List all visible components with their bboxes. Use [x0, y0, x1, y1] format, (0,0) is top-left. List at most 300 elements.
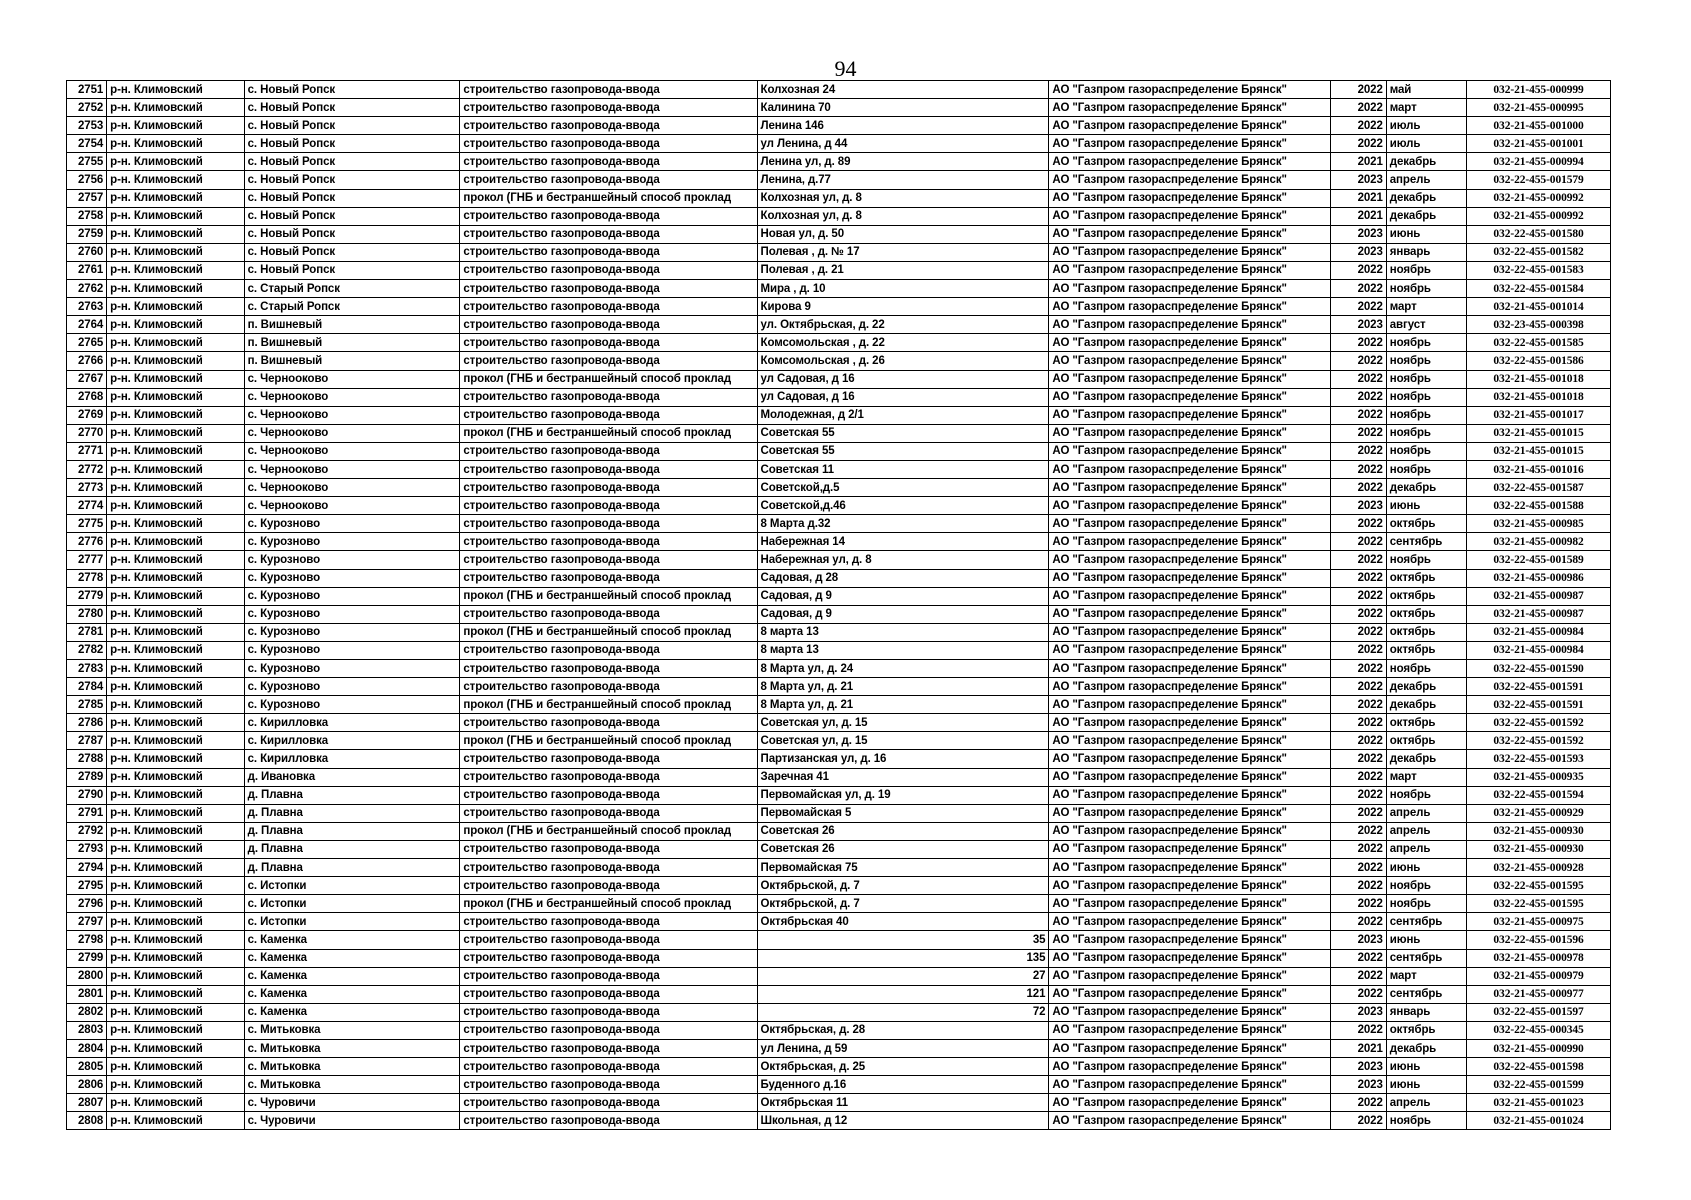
- row-number-cell: 2758: [67, 207, 107, 225]
- work-type-cell: строительство газопровода-ввода: [460, 768, 757, 786]
- district-cell: р-н. Климовский: [107, 316, 244, 334]
- address-cell: 135: [757, 949, 1049, 967]
- year-cell: 2022: [1330, 678, 1386, 696]
- row-number-cell: 2787: [67, 732, 107, 750]
- district-cell: р-н. Климовский: [107, 587, 244, 605]
- district-cell: р-н. Климовский: [107, 877, 244, 895]
- settlement-cell: д. Плавна: [244, 859, 460, 877]
- organization-cell: АО "Газпром газораспределение Брянск": [1049, 913, 1330, 931]
- district-cell: р-н. Климовский: [107, 153, 244, 171]
- row-number-cell: 2764: [67, 316, 107, 334]
- table-row: [67, 931, 1611, 949]
- settlement-cell: с. Старый Ропск: [244, 298, 460, 316]
- work-type-cell: строительство газопровода-ввода: [460, 135, 757, 153]
- year-cell: 2022: [1330, 660, 1386, 678]
- row-number-cell: 2762: [67, 280, 107, 298]
- district-cell: р-н. Климовский: [107, 1039, 244, 1057]
- year-cell: 2022: [1330, 732, 1386, 750]
- registration-number-cell: 032-22-455-001591: [1467, 696, 1611, 714]
- row-number-cell: 2753: [67, 117, 107, 135]
- row-number-cell: 2756: [67, 171, 107, 189]
- organization-cell: АО "Газпром газораспределение Брянск": [1049, 623, 1330, 641]
- work-type-cell: строительство газопровода-ввода: [460, 1021, 757, 1039]
- row-number-cell: 2775: [67, 515, 107, 533]
- registration-number-cell: 032-21-455-000985: [1467, 515, 1611, 533]
- settlement-cell: с. Чуровичи: [244, 1112, 460, 1130]
- address-cell: Первомайская ул, д. 19: [757, 786, 1049, 804]
- address-cell: Октябрьская, д. 25: [757, 1058, 1049, 1076]
- year-cell: 2023: [1330, 1076, 1386, 1094]
- month-cell: март: [1386, 298, 1466, 316]
- registration-number-cell: 032-21-455-000992: [1467, 207, 1611, 225]
- settlement-cell: с. Новый Ропск: [244, 207, 460, 225]
- table-row: [67, 587, 1611, 605]
- settlement-cell: с. Новый Ропск: [244, 117, 460, 135]
- row-number-cell: 2808: [67, 1112, 107, 1130]
- year-cell: 2023: [1330, 931, 1386, 949]
- district-cell: р-н. Климовский: [107, 1058, 244, 1076]
- organization-cell: АО "Газпром газораспределение Брянск": [1049, 895, 1330, 913]
- work-type-cell: строительство газопровода-ввода: [460, 243, 757, 261]
- row-number-cell: 2795: [67, 877, 107, 895]
- year-cell: 2022: [1330, 388, 1386, 406]
- work-type-cell: строительство газопровода-ввода: [460, 99, 757, 117]
- work-type-cell: строительство газопровода-ввода: [460, 352, 757, 370]
- row-number-cell: 2766: [67, 352, 107, 370]
- work-type-cell: строительство газопровода-ввода: [460, 280, 757, 298]
- year-cell: 2022: [1330, 370, 1386, 388]
- address-cell: 27: [757, 967, 1049, 985]
- registration-number-cell: 032-22-455-001579: [1467, 171, 1611, 189]
- settlement-cell: с. Курозново: [244, 605, 460, 623]
- table-row: [67, 479, 1611, 497]
- row-number-cell: 2761: [67, 261, 107, 279]
- table-row: [67, 732, 1611, 750]
- district-cell: р-н. Климовский: [107, 1094, 244, 1112]
- month-cell: январь: [1386, 243, 1466, 261]
- organization-cell: АО "Газпром газораспределение Брянск": [1049, 316, 1330, 334]
- row-number-cell: 2807: [67, 1094, 107, 1112]
- year-cell: 2022: [1330, 913, 1386, 931]
- settlement-cell: с. Чернооково: [244, 424, 460, 442]
- registration-number-cell: 032-22-455-001592: [1467, 732, 1611, 750]
- organization-cell: АО "Газпром газораспределение Брянск": [1049, 714, 1330, 732]
- table-row: [67, 81, 1611, 99]
- organization-cell: АО "Газпром газораспределение Брянск": [1049, 117, 1330, 135]
- settlement-cell: с. Каменка: [244, 949, 460, 967]
- work-type-cell: строительство газопровода-ввода: [460, 1058, 757, 1076]
- settlement-cell: д. Плавна: [244, 822, 460, 840]
- year-cell: 2022: [1330, 406, 1386, 424]
- registration-number-cell: 032-21-455-000979: [1467, 967, 1611, 985]
- address-cell: Колхозная ул, д. 8: [757, 207, 1049, 225]
- organization-cell: АО "Газпром газораспределение Брянск": [1049, 1039, 1330, 1057]
- table-row: [67, 877, 1611, 895]
- month-cell: июнь: [1386, 931, 1466, 949]
- registration-number-cell: 032-21-455-000928: [1467, 859, 1611, 877]
- organization-cell: АО "Газпром газораспределение Брянск": [1049, 641, 1330, 659]
- table-row: [67, 714, 1611, 732]
- address-cell: Советская ул, д. 15: [757, 714, 1049, 732]
- row-number-cell: 2785: [67, 696, 107, 714]
- year-cell: 2022: [1330, 117, 1386, 135]
- year-cell: 2022: [1330, 750, 1386, 768]
- address-cell: Буденного д.16: [757, 1076, 1049, 1094]
- address-cell: Кирова 9: [757, 298, 1049, 316]
- row-number-cell: 2754: [67, 135, 107, 153]
- year-cell: 2022: [1330, 822, 1386, 840]
- settlement-cell: п. Вишневый: [244, 334, 460, 352]
- work-type-cell: строительство газопровода-ввода: [460, 551, 757, 569]
- district-cell: р-н. Климовский: [107, 732, 244, 750]
- district-cell: р-н. Климовский: [107, 533, 244, 551]
- settlement-cell: д. Плавна: [244, 840, 460, 858]
- registration-number-cell: 032-21-455-000999: [1467, 81, 1611, 99]
- organization-cell: АО "Газпром газораспределение Брянск": [1049, 985, 1330, 1003]
- organization-cell: АО "Газпром газораспределение Брянск": [1049, 153, 1330, 171]
- year-cell: 2022: [1330, 533, 1386, 551]
- month-cell: ноябрь: [1386, 388, 1466, 406]
- work-type-cell: строительство газопровода-ввода: [460, 913, 757, 931]
- year-cell: 2022: [1330, 877, 1386, 895]
- table-row: [67, 352, 1611, 370]
- organization-cell: АО "Газпром газораспределение Брянск": [1049, 786, 1330, 804]
- work-type-cell: строительство газопровода-ввода: [460, 81, 757, 99]
- work-type-cell: прокол (ГНБ и бестраншейный способ проклад: [460, 623, 757, 641]
- registration-number-cell: 032-22-455-001591: [1467, 678, 1611, 696]
- table-row: [67, 153, 1611, 171]
- address-cell: Полевая , д. № 17: [757, 243, 1049, 261]
- table-row: [67, 750, 1611, 768]
- registration-number-cell: 032-22-455-001594: [1467, 786, 1611, 804]
- address-cell: ул Садовая, д 16: [757, 388, 1049, 406]
- settlement-cell: с. Чернооково: [244, 460, 460, 478]
- year-cell: 2022: [1330, 985, 1386, 1003]
- month-cell: ноябрь: [1386, 280, 1466, 298]
- settlement-cell: с. Кирилловка: [244, 732, 460, 750]
- month-cell: апрель: [1386, 171, 1466, 189]
- address-cell: Школьная, д 12: [757, 1112, 1049, 1130]
- work-type-cell: строительство газопровода-ввода: [460, 931, 757, 949]
- district-cell: р-н. Климовский: [107, 822, 244, 840]
- address-cell: Советской,д.46: [757, 497, 1049, 515]
- work-type-cell: строительство газопровода-ввода: [460, 877, 757, 895]
- settlement-cell: с. Каменка: [244, 967, 460, 985]
- address-cell: ул Ленина, д 59: [757, 1039, 1049, 1057]
- table-row: [67, 243, 1611, 261]
- registration-number-cell: 032-21-455-000984: [1467, 623, 1611, 641]
- settlement-cell: с. Кирилловка: [244, 750, 460, 768]
- district-cell: р-н. Климовский: [107, 497, 244, 515]
- registration-number-cell: 032-22-455-001584: [1467, 280, 1611, 298]
- address-cell: Ленина ул, д. 89: [757, 153, 1049, 171]
- year-cell: 2022: [1330, 460, 1386, 478]
- registration-number-cell: 032-21-455-001000: [1467, 117, 1611, 135]
- year-cell: 2022: [1330, 352, 1386, 370]
- table-row: [67, 99, 1611, 117]
- district-cell: р-н. Климовский: [107, 424, 244, 442]
- address-cell: Колхозная ул, д. 8: [757, 189, 1049, 207]
- registration-number-cell: 032-21-455-001018: [1467, 370, 1611, 388]
- table-row: [67, 949, 1611, 967]
- registration-number-cell: 032-21-455-000982: [1467, 533, 1611, 551]
- address-cell: Советская 26: [757, 822, 1049, 840]
- year-cell: 2022: [1330, 551, 1386, 569]
- district-cell: р-н. Климовский: [107, 515, 244, 533]
- address-cell: Комсомольская , д. 22: [757, 334, 1049, 352]
- month-cell: апрель: [1386, 822, 1466, 840]
- registration-number-cell: 032-23-455-000398: [1467, 316, 1611, 334]
- year-cell: 2022: [1330, 605, 1386, 623]
- table-row: [67, 515, 1611, 533]
- organization-cell: АО "Газпром газораспределение Брянск": [1049, 551, 1330, 569]
- row-number-cell: 2781: [67, 623, 107, 641]
- table-row: [67, 334, 1611, 352]
- work-type-cell: строительство газопровода-ввода: [460, 1094, 757, 1112]
- address-cell: Советская 55: [757, 442, 1049, 460]
- year-cell: 2021: [1330, 1039, 1386, 1057]
- work-type-cell: строительство газопровода-ввода: [460, 1039, 757, 1057]
- registration-number-cell: 032-21-455-000984: [1467, 641, 1611, 659]
- row-number-cell: 2782: [67, 641, 107, 659]
- organization-cell: АО "Газпром газораспределение Брянск": [1049, 967, 1330, 985]
- district-cell: р-н. Климовский: [107, 660, 244, 678]
- row-number-cell: 2773: [67, 479, 107, 497]
- organization-cell: АО "Газпром газораспределение Брянск": [1049, 460, 1330, 478]
- year-cell: 2023: [1330, 316, 1386, 334]
- month-cell: ноябрь: [1386, 660, 1466, 678]
- address-cell: Полевая , д. 21: [757, 261, 1049, 279]
- registration-number-cell: 032-21-455-000990: [1467, 1039, 1611, 1057]
- registration-number-cell: 032-22-455-001582: [1467, 243, 1611, 261]
- registration-number-cell: 032-22-455-001595: [1467, 877, 1611, 895]
- month-cell: октябрь: [1386, 569, 1466, 587]
- registration-number-cell: 032-21-455-000935: [1467, 768, 1611, 786]
- district-cell: р-н. Климовский: [107, 931, 244, 949]
- row-number-cell: 2770: [67, 424, 107, 442]
- table-row: [67, 1021, 1611, 1039]
- month-cell: октябрь: [1386, 515, 1466, 533]
- address-cell: Ленина, д.77: [757, 171, 1049, 189]
- month-cell: июнь: [1386, 859, 1466, 877]
- settlement-cell: с. Чернооково: [244, 406, 460, 424]
- settlement-cell: с. Митьковка: [244, 1076, 460, 1094]
- table-row: [67, 171, 1611, 189]
- district-cell: р-н. Климовский: [107, 859, 244, 877]
- settlement-cell: с. Курозново: [244, 623, 460, 641]
- month-cell: сентябрь: [1386, 913, 1466, 931]
- work-type-cell: строительство газопровода-ввода: [460, 298, 757, 316]
- year-cell: 2022: [1330, 587, 1386, 605]
- organization-cell: АО "Газпром газораспределение Брянск": [1049, 1094, 1330, 1112]
- work-type-cell: строительство газопровода-ввода: [460, 859, 757, 877]
- month-cell: июнь: [1386, 1058, 1466, 1076]
- table-row: [67, 442, 1611, 460]
- registration-number-cell: 032-21-455-001018: [1467, 388, 1611, 406]
- address-cell: Советская ул, д. 15: [757, 732, 1049, 750]
- table-row: [67, 280, 1611, 298]
- organization-cell: АО "Газпром газораспределение Брянск": [1049, 352, 1330, 370]
- registration-number-cell: 032-21-455-001017: [1467, 406, 1611, 424]
- year-cell: 2022: [1330, 1021, 1386, 1039]
- work-type-cell: строительство газопровода-ввода: [460, 153, 757, 171]
- month-cell: ноябрь: [1386, 406, 1466, 424]
- registration-number-cell: 032-22-455-001592: [1467, 714, 1611, 732]
- address-cell: ул Ленина, д 44: [757, 135, 1049, 153]
- registration-number-cell: 032-21-455-000992: [1467, 189, 1611, 207]
- work-type-cell: прокол (ГНБ и бестраншейный способ проклад: [460, 189, 757, 207]
- row-number-cell: 2803: [67, 1021, 107, 1039]
- settlement-cell: с. Курозново: [244, 551, 460, 569]
- month-cell: март: [1386, 967, 1466, 985]
- organization-cell: АО "Газпром газораспределение Брянск": [1049, 406, 1330, 424]
- settlement-cell: с. Курозново: [244, 660, 460, 678]
- settlement-cell: с. Митьковка: [244, 1058, 460, 1076]
- table-row: [67, 913, 1611, 931]
- settlement-cell: с. Новый Ропск: [244, 153, 460, 171]
- row-number-cell: 2777: [67, 551, 107, 569]
- district-cell: р-н. Климовский: [107, 985, 244, 1003]
- table-row: [67, 768, 1611, 786]
- address-cell: Мира , д. 10: [757, 280, 1049, 298]
- table-row: [67, 551, 1611, 569]
- year-cell: 2023: [1330, 243, 1386, 261]
- month-cell: октябрь: [1386, 732, 1466, 750]
- work-type-cell: строительство газопровода-ввода: [460, 117, 757, 135]
- district-cell: р-н. Климовский: [107, 605, 244, 623]
- district-cell: р-н. Климовский: [107, 804, 244, 822]
- year-cell: 2022: [1330, 442, 1386, 460]
- table-row: [67, 370, 1611, 388]
- row-number-cell: 2765: [67, 334, 107, 352]
- month-cell: январь: [1386, 1003, 1466, 1021]
- settlement-cell: с. Чернооково: [244, 479, 460, 497]
- settlement-cell: с. Кирилловка: [244, 714, 460, 732]
- work-type-cell: строительство газопровода-ввода: [460, 786, 757, 804]
- year-cell: 2023: [1330, 1003, 1386, 1021]
- work-type-cell: строительство газопровода-ввода: [460, 750, 757, 768]
- settlement-cell: с. Истопки: [244, 877, 460, 895]
- work-type-cell: строительство газопровода-ввода: [460, 442, 757, 460]
- month-cell: октябрь: [1386, 587, 1466, 605]
- organization-cell: АО "Газпром газораспределение Брянск": [1049, 569, 1330, 587]
- table-row: [67, 967, 1611, 985]
- district-cell: р-н. Климовский: [107, 1112, 244, 1130]
- month-cell: декабрь: [1386, 678, 1466, 696]
- organization-cell: АО "Газпром газораспределение Брянск": [1049, 388, 1330, 406]
- settlement-cell: с. Чернооково: [244, 388, 460, 406]
- organization-cell: АО "Газпром газораспределение Брянск": [1049, 859, 1330, 877]
- year-cell: 2022: [1330, 696, 1386, 714]
- year-cell: 2023: [1330, 1058, 1386, 1076]
- year-cell: 2022: [1330, 967, 1386, 985]
- settlement-cell: с. Старый Ропск: [244, 280, 460, 298]
- settlement-cell: с. Курозново: [244, 696, 460, 714]
- year-cell: 2022: [1330, 81, 1386, 99]
- year-cell: 2023: [1330, 497, 1386, 515]
- settlement-cell: с. Новый Ропск: [244, 225, 460, 243]
- month-cell: март: [1386, 768, 1466, 786]
- year-cell: 2021: [1330, 189, 1386, 207]
- work-type-cell: строительство газопровода-ввода: [460, 641, 757, 659]
- district-cell: р-н. Климовский: [107, 967, 244, 985]
- district-cell: р-н. Климовский: [107, 189, 244, 207]
- organization-cell: АО "Газпром газораспределение Брянск": [1049, 225, 1330, 243]
- row-number-cell: 2776: [67, 533, 107, 551]
- register-rows: [67, 81, 1611, 1130]
- organization-cell: АО "Газпром газораспределение Брянск": [1049, 171, 1330, 189]
- month-cell: декабрь: [1386, 696, 1466, 714]
- organization-cell: АО "Газпром газораспределение Брянск": [1049, 678, 1330, 696]
- month-cell: июнь: [1386, 225, 1466, 243]
- table-row: [67, 316, 1611, 334]
- row-number-cell: 2755: [67, 153, 107, 171]
- settlement-cell: с. Курозново: [244, 678, 460, 696]
- registration-number-cell: 032-22-455-001590: [1467, 660, 1611, 678]
- month-cell: декабрь: [1386, 153, 1466, 171]
- organization-cell: АО "Газпром газораспределение Брянск": [1049, 261, 1330, 279]
- organization-cell: АО "Газпром газораспределение Брянск": [1049, 243, 1330, 261]
- row-number-cell: 2796: [67, 895, 107, 913]
- district-cell: р-н. Климовский: [107, 460, 244, 478]
- month-cell: июнь: [1386, 497, 1466, 515]
- table-row: [67, 804, 1611, 822]
- settlement-cell: с. Новый Ропск: [244, 99, 460, 117]
- district-cell: р-н. Климовский: [107, 207, 244, 225]
- year-cell: 2022: [1330, 135, 1386, 153]
- address-cell: Советской,д.5: [757, 479, 1049, 497]
- year-cell: 2021: [1330, 207, 1386, 225]
- table-row: [67, 533, 1611, 551]
- work-type-cell: строительство газопровода-ввода: [460, 316, 757, 334]
- work-type-cell: прокол (ГНБ и бестраншейный способ проклад: [460, 587, 757, 605]
- row-number-cell: 2789: [67, 768, 107, 786]
- organization-cell: АО "Газпром газораспределение Брянск": [1049, 99, 1330, 117]
- row-number-cell: 2768: [67, 388, 107, 406]
- registration-number-cell: 032-22-455-001580: [1467, 225, 1611, 243]
- organization-cell: АО "Газпром газораспределение Брянск": [1049, 822, 1330, 840]
- address-cell: ул Садовая, д 16: [757, 370, 1049, 388]
- year-cell: 2022: [1330, 515, 1386, 533]
- settlement-cell: с. Чернооково: [244, 370, 460, 388]
- registration-number-cell: 032-21-455-000975: [1467, 913, 1611, 931]
- district-cell: р-н. Климовский: [107, 280, 244, 298]
- table-row: [67, 822, 1611, 840]
- settlement-cell: с. Чернооково: [244, 497, 460, 515]
- address-cell: 35: [757, 931, 1049, 949]
- table-row: [67, 460, 1611, 478]
- register-table: [66, 80, 1611, 1130]
- address-cell: ул. Октябрьская, д. 22: [757, 316, 1049, 334]
- district-cell: р-н. Климовский: [107, 714, 244, 732]
- settlement-cell: с. Чернооково: [244, 442, 460, 460]
- work-type-cell: строительство газопровода-ввода: [460, 804, 757, 822]
- district-cell: р-н. Климовский: [107, 949, 244, 967]
- address-cell: 121: [757, 985, 1049, 1003]
- year-cell: 2023: [1330, 225, 1386, 243]
- organization-cell: АО "Газпром газораспределение Брянск": [1049, 442, 1330, 460]
- row-number-cell: 2805: [67, 1058, 107, 1076]
- table-row: [67, 1094, 1611, 1112]
- table-row: [67, 1076, 1611, 1094]
- registration-number-cell: 032-22-455-001589: [1467, 551, 1611, 569]
- registration-number-cell: 032-22-455-001595: [1467, 895, 1611, 913]
- month-cell: ноябрь: [1386, 334, 1466, 352]
- table-row: [67, 261, 1611, 279]
- month-cell: декабрь: [1386, 750, 1466, 768]
- district-cell: р-н. Климовский: [107, 171, 244, 189]
- month-cell: ноябрь: [1386, 370, 1466, 388]
